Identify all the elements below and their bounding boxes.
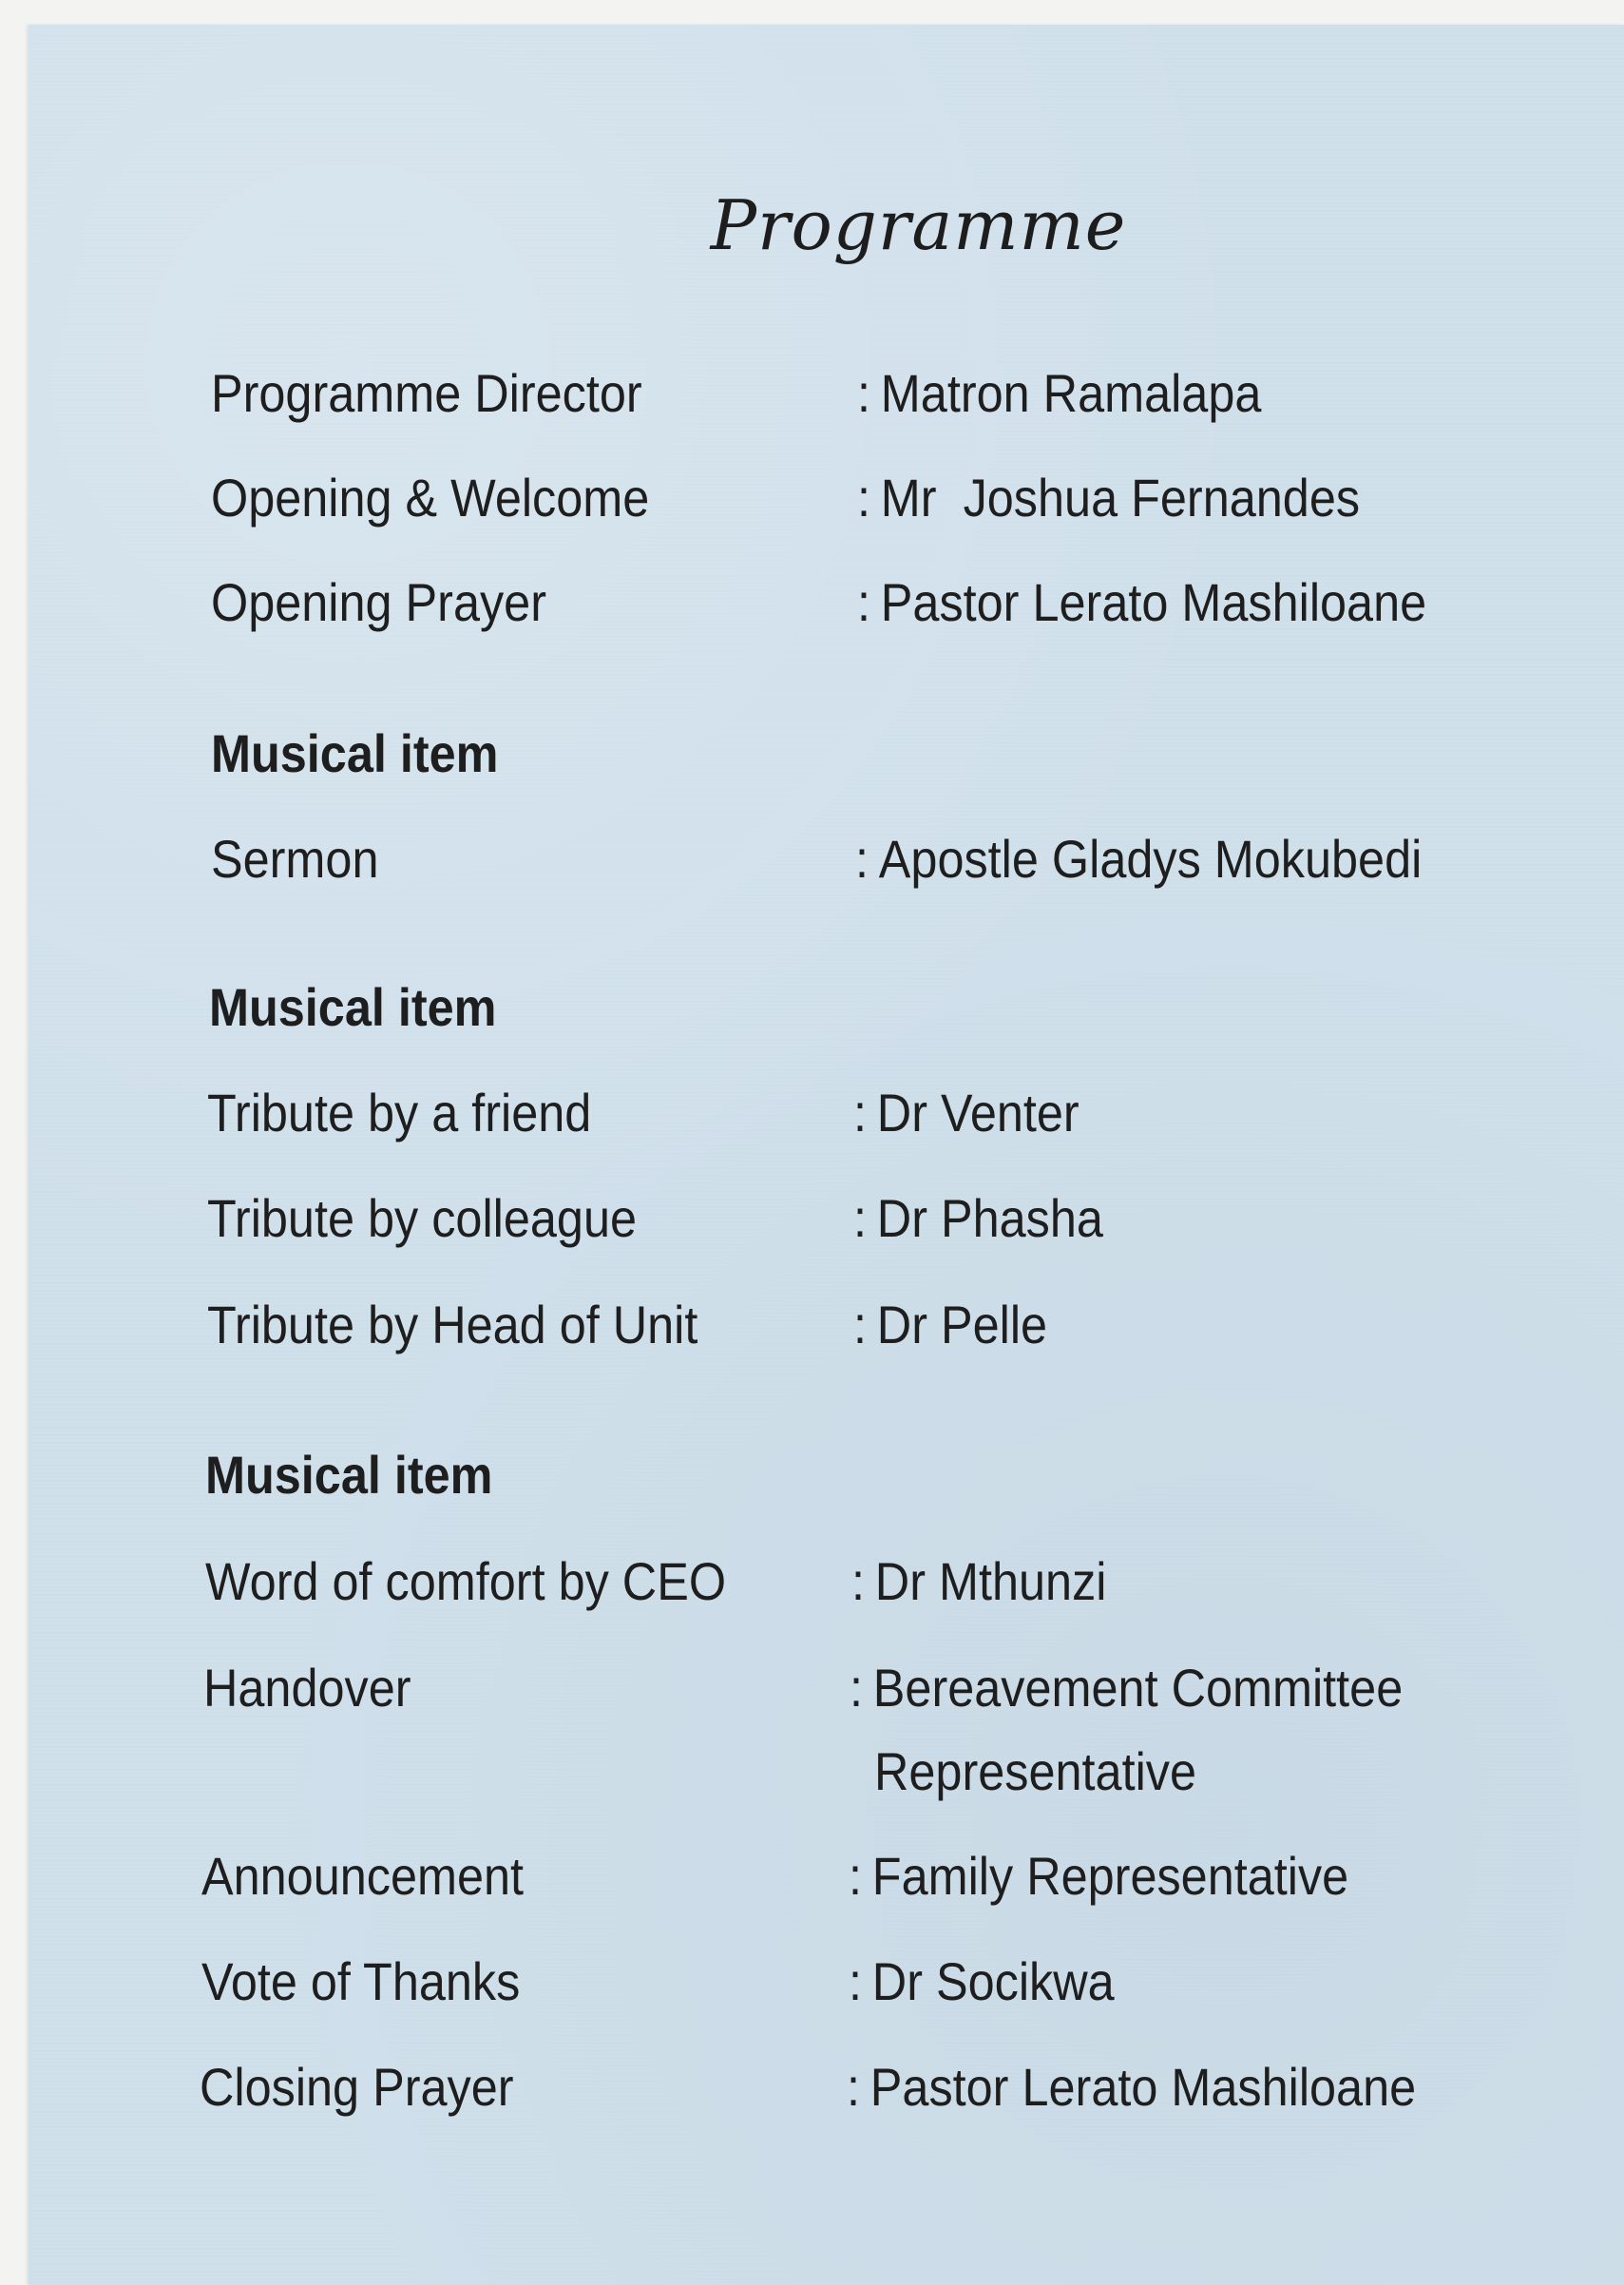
- separator-colon: :: [847, 2057, 861, 2117]
- separator-colon: :: [850, 1658, 864, 1718]
- item-label-word-of-comfort: Word of comfort by CEO: [205, 1551, 727, 1611]
- item-label-opening-welcome: Opening & Welcome: [211, 468, 650, 528]
- item-value-text: Pastor Lerato Mashiloane: [880, 572, 1427, 632]
- item-label-closing-prayer: Closing Prayer: [200, 2057, 514, 2117]
- item-value-opening-prayer: [857, 572, 1427, 632]
- item-value-tribute-colleague: [853, 1188, 1103, 1248]
- item-label-opening-prayer: Opening Prayer: [211, 572, 546, 632]
- item-value-announcement: [849, 1846, 1349, 1906]
- item-value-vote-of-thanks: [849, 1951, 1115, 2011]
- item-value-opening-welcome: [857, 468, 1361, 528]
- item-value-sermon: [855, 829, 1423, 889]
- item-value-handover: [850, 1658, 1404, 1718]
- separator-colon: :: [857, 363, 871, 423]
- item-value-handover-line2: Representative: [874, 1741, 1197, 1801]
- item-value-text: Bereavement Committee: [872, 1658, 1404, 1718]
- separator-colon: :: [853, 1295, 868, 1354]
- item-label-handover: Handover: [203, 1658, 411, 1718]
- item-label-tribute-head-of-unit: Tribute by Head of Unit: [207, 1295, 698, 1354]
- separator-colon: :: [855, 829, 869, 889]
- item-label-musical-item-3: Musical item: [205, 1445, 493, 1505]
- item-value-text: Apostle Gladys Mokubedi: [878, 829, 1423, 889]
- programme-title: Programme: [710, 185, 1127, 265]
- item-value-text: Mr Joshua Fernandes: [880, 468, 1361, 528]
- item-value-closing-prayer: [847, 2057, 1417, 2117]
- item-value-text: Matron Ramalapa: [880, 363, 1262, 423]
- item-label-programme-director: Programme Director: [211, 363, 642, 423]
- item-value-text: Dr Socikwa: [871, 1951, 1115, 2011]
- item-value-text: Dr Venter: [876, 1083, 1079, 1142]
- item-value-tribute-head-of-unit: [853, 1295, 1048, 1354]
- separator-colon: :: [853, 1188, 868, 1248]
- item-value-word-of-comfort: [851, 1551, 1107, 1611]
- item-value-text: Pastor Lerato Mashiloane: [869, 2057, 1417, 2117]
- item-label-vote-of-thanks: Vote of Thanks: [201, 1951, 521, 2011]
- item-label-sermon: Sermon: [211, 829, 379, 889]
- separator-colon: :: [849, 1951, 863, 2011]
- separator-colon: :: [849, 1846, 863, 1906]
- item-value-programme-director: [857, 363, 1262, 423]
- item-value-text: Dr Pelle: [876, 1295, 1048, 1354]
- item-label-tribute-colleague: Tribute by colleague: [207, 1188, 638, 1248]
- separator-colon: :: [853, 1083, 868, 1142]
- item-value-text: Dr Phasha: [876, 1188, 1103, 1248]
- item-value-text: Dr Mthunzi: [874, 1551, 1107, 1611]
- item-label-musical-item-2: Musical item: [209, 977, 497, 1037]
- item-label-tribute-friend: Tribute by a friend: [207, 1083, 592, 1142]
- item-label-musical-item-1: Musical item: [211, 723, 499, 783]
- separator-colon: :: [857, 468, 871, 528]
- item-label-announcement: Announcement: [201, 1846, 525, 1906]
- separator-colon: :: [851, 1551, 866, 1611]
- separator-colon: :: [857, 572, 871, 632]
- item-value-tribute-friend: [853, 1083, 1079, 1142]
- item-value-text: Family Representative: [871, 1846, 1349, 1906]
